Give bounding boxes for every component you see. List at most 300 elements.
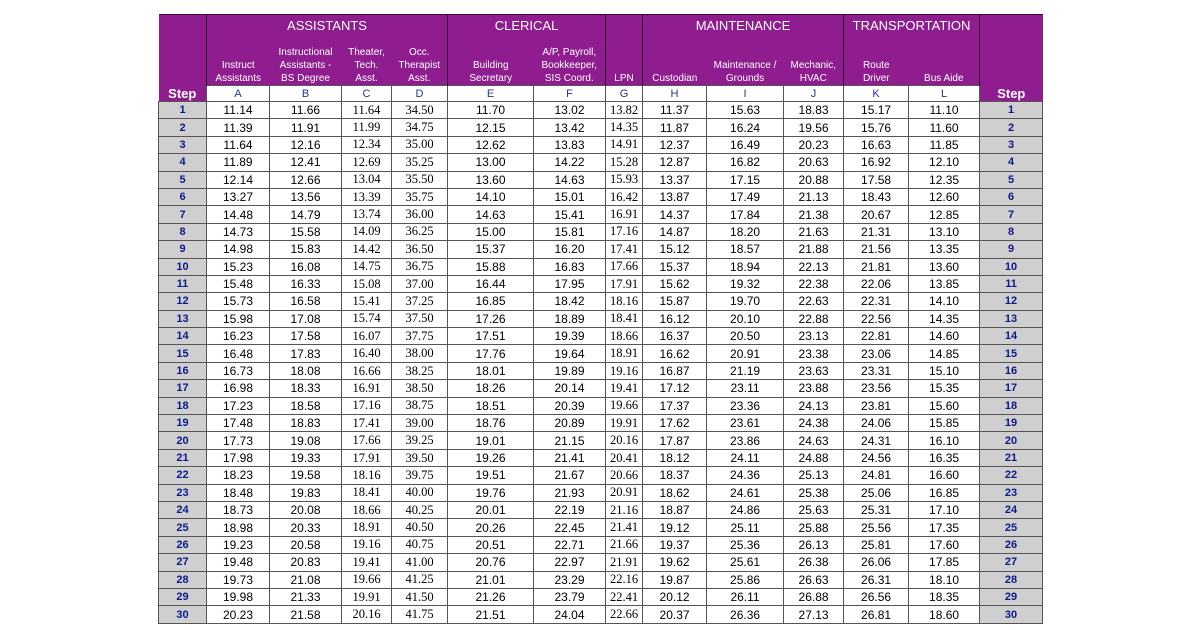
rate-cell: 11.91 [270, 119, 342, 136]
rate-cell: 18.91 [606, 345, 643, 362]
rate-cell: 17.66 [342, 432, 392, 449]
rate-cell: 12.69 [342, 154, 392, 171]
table-row [159, 223, 1043, 240]
step-number: 23 [159, 484, 207, 501]
rate-cell: 17.83 [270, 345, 342, 362]
job-title-blank-right [980, 35, 1043, 86]
rate-cell: 22.97 [534, 554, 606, 571]
rate-cell: 11.37 [643, 102, 707, 119]
rate-cell: 18.41 [606, 310, 643, 327]
rate-cell: 20.76 [448, 554, 534, 571]
column-letter-l: L [909, 86, 980, 102]
rate-cell: 19.01 [448, 432, 534, 449]
rate-cell: 12.14 [207, 171, 270, 188]
rate-cell: 22.38 [784, 275, 844, 292]
step-number: 21 [159, 449, 207, 466]
step-number-right: 14 [980, 328, 1043, 345]
rate-cell: 20.16 [606, 432, 643, 449]
rate-cell: 17.08 [270, 310, 342, 327]
rate-cell: 21.33 [270, 588, 342, 605]
rate-cell: 12.37 [643, 136, 707, 153]
rate-cell: 17.23 [207, 397, 270, 414]
rate-cell: 19.39 [534, 328, 606, 345]
rate-cell: 35.50 [392, 171, 448, 188]
rate-cell: 16.91 [342, 380, 392, 397]
rate-cell: 18.37 [643, 467, 707, 484]
rate-cell: 18.66 [342, 501, 392, 518]
step-number-right: 25 [980, 519, 1043, 536]
group-header-row [159, 15, 1043, 36]
step-number-right: 17 [980, 380, 1043, 397]
rate-cell: 18.16 [342, 467, 392, 484]
rate-cell: 15.58 [270, 223, 342, 240]
rate-cell: 15.41 [534, 206, 606, 223]
rate-cell: 23.88 [784, 380, 844, 397]
step-number-right: 29 [980, 588, 1043, 605]
rate-cell: 41.50 [392, 588, 448, 605]
rate-cell: 18.26 [448, 380, 534, 397]
rate-cell: 11.64 [207, 136, 270, 153]
rate-cell: 24.86 [707, 501, 784, 518]
rate-cell: 15.98 [207, 310, 270, 327]
step-number: 14 [159, 328, 207, 345]
rate-cell: 19.56 [784, 119, 844, 136]
group-clerical: CLERICAL [448, 15, 606, 36]
rate-cell: 25.06 [844, 484, 909, 501]
rate-cell: 21.16 [606, 501, 643, 518]
rate-cell: 14.09 [342, 223, 392, 240]
rate-cell: 17.10 [909, 501, 980, 518]
rate-cell: 26.56 [844, 588, 909, 605]
rate-cell: 15.08 [342, 275, 392, 292]
rate-cell: 21.19 [707, 362, 784, 379]
rate-cell: 39.75 [392, 467, 448, 484]
table-row [159, 171, 1043, 188]
rate-cell: 39.25 [392, 432, 448, 449]
rate-cell: 24.06 [844, 415, 909, 432]
rate-cell: 15.37 [448, 241, 534, 258]
rate-cell: 24.13 [784, 397, 844, 414]
rate-cell: 19.89 [534, 362, 606, 379]
rate-cell: 15.73 [207, 293, 270, 310]
step-number: 18 [159, 397, 207, 414]
rate-cell: 20.08 [270, 501, 342, 518]
rate-cell: 24.81 [844, 467, 909, 484]
rate-cell: 16.07 [342, 328, 392, 345]
job-title-j: Mechanic, HVAC [790, 60, 837, 84]
rate-cell: 17.60 [909, 536, 980, 553]
step-number-right: 30 [980, 606, 1043, 623]
rate-cell: 20.66 [606, 467, 643, 484]
rate-cell: 21.63 [784, 223, 844, 240]
rate-cell: 25.38 [784, 484, 844, 501]
step-number-right: 28 [980, 571, 1043, 588]
step-number-right: 12 [980, 293, 1043, 310]
rate-cell: 22.56 [844, 310, 909, 327]
rate-cell: 26.81 [844, 606, 909, 623]
rate-cell: 13.83 [534, 136, 606, 153]
column-letter-row [159, 86, 1043, 102]
rate-cell: 11.64 [342, 102, 392, 119]
rate-cell: 12.66 [270, 171, 342, 188]
rate-cell: 26.11 [707, 588, 784, 605]
rate-cell: 23.56 [844, 380, 909, 397]
rate-cell: 35.00 [392, 136, 448, 153]
table-row [159, 571, 1043, 588]
column-letter-e: E [448, 86, 534, 102]
rate-cell: 26.13 [784, 536, 844, 553]
table-row [159, 588, 1043, 605]
rate-cell: 20.14 [534, 380, 606, 397]
step-number: 12 [159, 293, 207, 310]
rate-cell: 18.41 [342, 484, 392, 501]
rate-cell: 16.33 [270, 275, 342, 292]
rate-cell: 11.10 [909, 102, 980, 119]
rate-cell: 22.19 [534, 501, 606, 518]
rate-cell: 15.93 [606, 171, 643, 188]
table-row [159, 467, 1043, 484]
rate-cell: 12.16 [270, 136, 342, 153]
rate-cell: 25.86 [707, 571, 784, 588]
rate-cell: 24.63 [784, 432, 844, 449]
rate-cell: 25.63 [784, 501, 844, 518]
step-number-right: 18 [980, 397, 1043, 414]
rate-cell: 16.24 [707, 119, 784, 136]
table-row [159, 501, 1043, 518]
rate-cell: 18.58 [270, 397, 342, 414]
rate-cell: 16.73 [207, 362, 270, 379]
step-number: 5 [159, 171, 207, 188]
step-number-right: 4 [980, 154, 1043, 171]
rate-cell: 15.10 [909, 362, 980, 379]
step-number: 15 [159, 345, 207, 362]
rate-cell: 17.84 [707, 206, 784, 223]
rate-cell: 16.42 [606, 188, 643, 205]
rate-cell: 19.66 [342, 571, 392, 588]
rate-cell: 36.25 [392, 223, 448, 240]
rate-cell: 41.75 [392, 606, 448, 623]
table-row [159, 206, 1043, 223]
rate-cell: 17.62 [643, 415, 707, 432]
salary-schedule-table [158, 14, 1043, 624]
rate-cell: 37.50 [392, 310, 448, 327]
rate-cell: 19.64 [534, 345, 606, 362]
step-number-right: 23 [980, 484, 1043, 501]
table-row [159, 258, 1043, 275]
rate-cell: 14.10 [448, 188, 534, 205]
rate-cell: 13.82 [606, 102, 643, 119]
rate-cell: 18.76 [448, 415, 534, 432]
step-number-right: 24 [980, 501, 1043, 518]
rate-cell: 14.91 [606, 136, 643, 153]
rate-cell: 20.23 [207, 606, 270, 623]
rate-cell: 16.58 [270, 293, 342, 310]
table-row [159, 554, 1043, 571]
rate-cell: 20.50 [707, 328, 784, 345]
rate-cell: 25.13 [784, 467, 844, 484]
rate-cell: 40.00 [392, 484, 448, 501]
rate-cell: 16.12 [643, 310, 707, 327]
rate-cell: 25.56 [844, 519, 909, 536]
rate-cell: 15.85 [909, 415, 980, 432]
rate-cell: 19.37 [643, 536, 707, 553]
rate-cell: 18.66 [606, 328, 643, 345]
step-number: 4 [159, 154, 207, 171]
rate-cell: 17.15 [707, 171, 784, 188]
rate-cell: 20.39 [534, 397, 606, 414]
rate-cell: 19.16 [606, 362, 643, 379]
rate-cell: 15.87 [643, 293, 707, 310]
step-number: 30 [159, 606, 207, 623]
rate-cell: 11.70 [448, 102, 534, 119]
table-row [159, 536, 1043, 553]
rate-cell: 18.10 [909, 571, 980, 588]
rate-cell: 20.10 [707, 310, 784, 327]
rate-cell: 26.63 [784, 571, 844, 588]
rate-cell: 13.74 [342, 206, 392, 223]
rate-cell: 23.79 [534, 588, 606, 605]
rate-cell: 20.58 [270, 536, 342, 553]
rate-cell: 21.58 [270, 606, 342, 623]
job-title-g: LPN [606, 35, 643, 86]
step-number: 25 [159, 519, 207, 536]
rate-cell: 20.91 [707, 345, 784, 362]
rate-cell: 16.66 [342, 362, 392, 379]
rate-cell: 17.98 [207, 449, 270, 466]
rate-cell: 20.41 [606, 449, 643, 466]
rate-cell: 24.31 [844, 432, 909, 449]
rate-cell: 21.93 [534, 484, 606, 501]
rate-cell: 14.75 [342, 258, 392, 275]
rate-cell: 16.44 [448, 275, 534, 292]
rate-cell: 21.66 [606, 536, 643, 553]
step-number-right: 2 [980, 119, 1043, 136]
rate-cell: 12.60 [909, 188, 980, 205]
rate-cell: 17.16 [342, 397, 392, 414]
step-number: 13 [159, 310, 207, 327]
rate-cell: 13.85 [909, 275, 980, 292]
table-row [159, 397, 1043, 414]
rate-cell: 19.26 [448, 449, 534, 466]
rate-cell: 14.63 [448, 206, 534, 223]
rate-cell: 14.87 [643, 223, 707, 240]
rate-cell: 14.79 [270, 206, 342, 223]
rate-cell: 17.26 [448, 310, 534, 327]
step-number-right: 20 [980, 432, 1043, 449]
rate-cell: 16.98 [207, 380, 270, 397]
rate-cell: 24.38 [784, 415, 844, 432]
column-letter-k: K [844, 86, 909, 102]
table-row [159, 345, 1043, 362]
rate-cell: 18.73 [207, 501, 270, 518]
rate-cell: 25.81 [844, 536, 909, 553]
step-number: 19 [159, 415, 207, 432]
rate-cell: 18.48 [207, 484, 270, 501]
rate-cell: 24.11 [707, 449, 784, 466]
step-number: 24 [159, 501, 207, 518]
rate-cell: 17.85 [909, 554, 980, 571]
rate-cell: 18.94 [707, 258, 784, 275]
rate-cell: 20.12 [643, 588, 707, 605]
rate-cell: 18.08 [270, 362, 342, 379]
rate-cell: 23.13 [784, 328, 844, 345]
rate-cell: 19.76 [448, 484, 534, 501]
rate-cell: 23.29 [534, 571, 606, 588]
step-number-right: 6 [980, 188, 1043, 205]
rate-cell: 24.88 [784, 449, 844, 466]
rate-cell: 18.83 [270, 415, 342, 432]
rate-cell: 12.10 [909, 154, 980, 171]
job-title-row [159, 35, 1043, 86]
group-transportation: TRANSPORTATION [844, 15, 980, 36]
corner-cell-right [980, 15, 1043, 36]
rate-cell: 17.87 [643, 432, 707, 449]
rate-cell: 36.50 [392, 241, 448, 258]
rate-cell: 18.23 [207, 467, 270, 484]
rate-cell: 13.02 [534, 102, 606, 119]
rate-cell: 17.49 [707, 188, 784, 205]
rate-cell: 23.63 [784, 362, 844, 379]
rate-cell: 24.36 [707, 467, 784, 484]
rate-cell: 13.10 [909, 223, 980, 240]
rate-cell: 19.91 [606, 415, 643, 432]
rate-cell: 39.50 [392, 449, 448, 466]
salary-rows [159, 102, 1043, 624]
rate-cell: 19.32 [707, 275, 784, 292]
step-number: 10 [159, 258, 207, 275]
rate-cell: 16.60 [909, 467, 980, 484]
step-number-right: 1 [980, 102, 1043, 119]
rate-cell: 12.41 [270, 154, 342, 171]
column-letter-b: B [270, 86, 342, 102]
table-row [159, 293, 1043, 310]
rate-cell: 19.91 [342, 588, 392, 605]
job-title-d: Occ. Therapist Asst. [398, 47, 441, 84]
rate-cell: 38.75 [392, 397, 448, 414]
rate-cell: 25.11 [707, 519, 784, 536]
rate-cell: 13.60 [448, 171, 534, 188]
table-row [159, 275, 1043, 292]
rate-cell: 15.28 [606, 154, 643, 171]
rate-cell: 26.38 [784, 554, 844, 571]
rate-cell: 18.62 [643, 484, 707, 501]
rate-cell: 23.11 [707, 380, 784, 397]
rate-cell: 11.89 [207, 154, 270, 171]
step-number: 16 [159, 362, 207, 379]
rate-cell: 34.75 [392, 119, 448, 136]
rate-cell: 13.60 [909, 258, 980, 275]
table-row [159, 136, 1043, 153]
job-title-l: Bus Aide [924, 73, 964, 84]
rate-cell: 14.37 [643, 206, 707, 223]
rate-cell: 13.00 [448, 154, 534, 171]
step-number-right: 16 [980, 362, 1043, 379]
rate-cell: 23.86 [707, 432, 784, 449]
rate-cell: 19.48 [207, 554, 270, 571]
table-row [159, 188, 1043, 205]
rate-cell: 19.51 [448, 467, 534, 484]
rate-cell: 20.63 [784, 154, 844, 171]
rate-cell: 12.87 [643, 154, 707, 171]
rate-cell: 20.51 [448, 536, 534, 553]
step-number: 20 [159, 432, 207, 449]
rate-cell: 37.75 [392, 328, 448, 345]
rate-cell: 15.88 [448, 258, 534, 275]
rate-cell: 20.01 [448, 501, 534, 518]
rate-cell: 21.41 [534, 449, 606, 466]
rate-cell: 19.58 [270, 467, 342, 484]
rate-cell: 40.25 [392, 501, 448, 518]
rate-cell: 18.16 [606, 293, 643, 310]
rate-cell: 23.81 [844, 397, 909, 414]
rate-cell: 15.81 [534, 223, 606, 240]
rate-cell: 27.13 [784, 606, 844, 623]
rate-cell: 21.08 [270, 571, 342, 588]
rate-cell: 37.25 [392, 293, 448, 310]
table-row [159, 415, 1043, 432]
column-letter-f: F [534, 86, 606, 102]
rate-cell: 16.85 [448, 293, 534, 310]
rate-cell: 39.00 [392, 415, 448, 432]
rate-cell: 18.83 [784, 102, 844, 119]
rate-cell: 38.50 [392, 380, 448, 397]
rate-cell: 22.16 [606, 571, 643, 588]
rate-cell: 18.33 [270, 380, 342, 397]
rate-cell: 20.23 [784, 136, 844, 153]
rate-cell: 19.73 [207, 571, 270, 588]
rate-cell: 17.51 [448, 328, 534, 345]
step-number-right: 11 [980, 275, 1043, 292]
rate-cell: 18.98 [207, 519, 270, 536]
job-title-e: Building Secretary [448, 35, 534, 86]
rate-cell: 21.91 [606, 554, 643, 571]
rate-cell: 16.87 [643, 362, 707, 379]
rate-cell: 11.14 [207, 102, 270, 119]
step-number: 28 [159, 571, 207, 588]
rate-cell: 16.49 [707, 136, 784, 153]
rate-cell: 41.25 [392, 571, 448, 588]
rate-cell: 22.81 [844, 328, 909, 345]
rate-cell: 16.08 [270, 258, 342, 275]
step-number-right: 21 [980, 449, 1043, 466]
rate-cell: 17.58 [844, 171, 909, 188]
step-number-right: 8 [980, 223, 1043, 240]
step-number-right: 13 [980, 310, 1043, 327]
rate-cell: 14.48 [207, 206, 270, 223]
rate-cell: 37.00 [392, 275, 448, 292]
rate-cell: 18.51 [448, 397, 534, 414]
rate-cell: 23.36 [707, 397, 784, 414]
rate-cell: 21.51 [448, 606, 534, 623]
column-letter-c: C [342, 86, 392, 102]
rate-cell: 14.98 [207, 241, 270, 258]
rate-cell: 15.37 [643, 258, 707, 275]
step-number-right: 15 [980, 345, 1043, 362]
rate-cell: 16.92 [844, 154, 909, 171]
rate-cell: 14.85 [909, 345, 980, 362]
rate-cell: 20.33 [270, 519, 342, 536]
step-number-right: 26 [980, 536, 1043, 553]
rate-cell: 25.61 [707, 554, 784, 571]
rate-cell: 14.22 [534, 154, 606, 171]
rate-cell: 17.95 [534, 275, 606, 292]
rate-cell: 17.37 [643, 397, 707, 414]
rate-cell: 19.33 [270, 449, 342, 466]
column-letter-h: H [643, 86, 707, 102]
rate-cell: 15.63 [707, 102, 784, 119]
column-letter-g: G [606, 86, 643, 102]
rate-cell: 12.15 [448, 119, 534, 136]
